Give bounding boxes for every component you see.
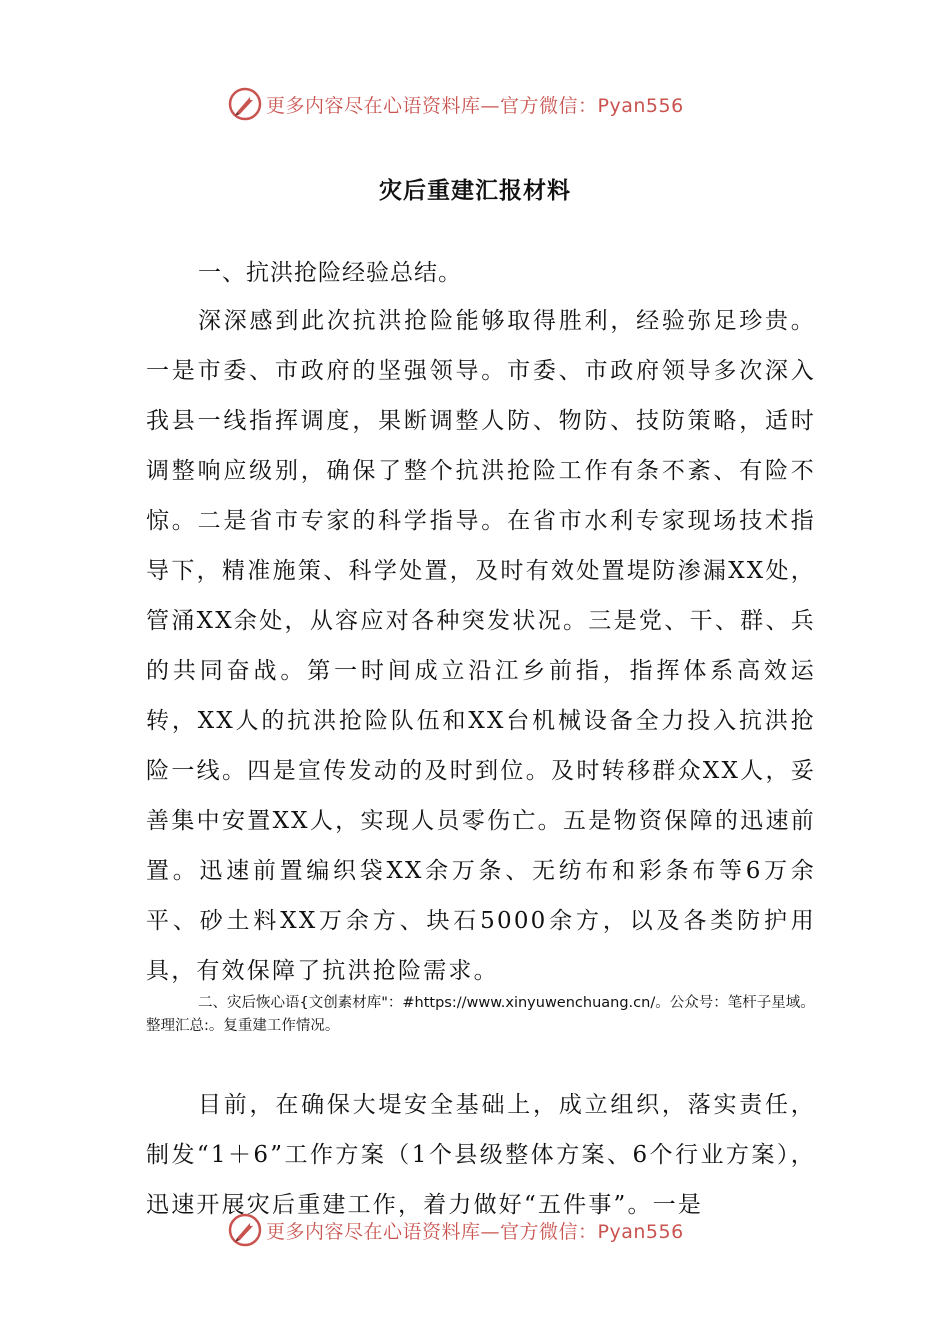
banner-text: 更多内容尽在心语资料库—官方微信：	[266, 94, 598, 117]
paragraph-2: 目前，在确保大堤安全基础上，成立组织，落实责任，制发“1＋6”工作方案（1个县级整体方案、6个行业方案），迅速开展灾后重建工作，着力做好“五件事”。一是	[146, 1092, 816, 1218]
banner-text: 更多内容尽在心语资料库—官方微信：	[266, 1220, 598, 1243]
pen-logo-icon	[228, 87, 262, 121]
pen-logo-icon	[228, 1213, 262, 1247]
paragraph-1: 深深感到此次抗洪抢险能够取得胜利，经验弥足珍贵。一是市委、市政府的坚强领导。市委、市政府领导多次深入我县一线指挥调度，果断调整人防、物防、技防策略，适时调整响应级别，确保了整个抗洪抢险工作有条不紊、有险不惊。二是省市专家的科学指导。在省市水利专家现场技术指导下，精准施策、科学处置，及时有效处置堤防渗漏XX处，管涌XX余处，从容应对各种突发状况。三是党、干、群、兵的共同奋战。第一时间成立沿江乡前指，指挥体系高效运转，XX人的抗洪抢险队伍和XX台机械设备全力投入抗洪抢险一线。四是宣传发动的及时到位。及时转移群众XX人，妥善集中安置XX人，实现人员零伤亡。五是物资保障的迅速前置。迅速前置编织袋XX余万条、无纺布和彩条布等6万余平、砂土料XX万余方、块石5000余方，以及各类防护用具，有效保障了抗洪抢险需求。	[146, 308, 816, 984]
banner-wechat-id: Pyan556	[597, 94, 684, 117]
section2-note: 二、灾后恢心语{文创素材库"：#https://www.xinyuwenchuang.cn/。公众号：笔杆子星域。整理汇总:。复重建工作情况。	[146, 995, 815, 1034]
banner-wechat-id: Pyan556	[597, 1220, 684, 1243]
watermark-banner-bottom	[228, 1210, 748, 1250]
section1-heading: 一、抗洪抢险经验总结。	[198, 260, 462, 286]
document-title: 灾后重建汇报材料	[379, 178, 571, 204]
watermark-banner-top	[228, 84, 748, 124]
